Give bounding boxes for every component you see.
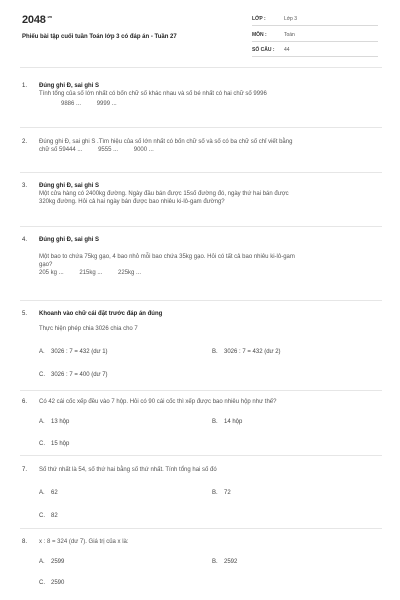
meta-count-row bbox=[252, 44, 378, 57]
question-2 bbox=[22, 138, 382, 160]
option-text: 62 bbox=[51, 490, 58, 496]
question-7 bbox=[22, 466, 382, 478]
meta-subject-value: Toán bbox=[284, 32, 295, 38]
meta-count-value: 44 bbox=[284, 47, 290, 53]
question-number: 1. bbox=[22, 83, 28, 89]
option-a[interactable] bbox=[39, 348, 108, 356]
question-text: x : 8 = 324 (dư 7). Giá trị của x là: bbox=[39, 539, 129, 545]
question-divider bbox=[20, 390, 382, 391]
header-divider bbox=[20, 67, 382, 68]
option-c[interactable] bbox=[39, 371, 108, 379]
option-letter: C. bbox=[39, 580, 45, 586]
option-text: 3026 : 7 = 432 (dư 2) bbox=[224, 349, 281, 355]
question-text: 320kg đường. Hỏi cả hai ngày bán được bao nhiêu ki-lô-gam đường? bbox=[39, 199, 225, 206]
option-text: 3026 : 7 = 400 (dư 7) bbox=[51, 372, 108, 378]
question-divider bbox=[20, 172, 382, 173]
question-5 bbox=[22, 310, 382, 380]
option-text: 3026 : 7 = 432 (dư 1) bbox=[51, 349, 108, 355]
meta-subject-key: MÔN : bbox=[252, 32, 267, 38]
option-a[interactable] bbox=[39, 418, 69, 426]
option-c[interactable] bbox=[39, 440, 69, 448]
option-c[interactable] bbox=[39, 512, 58, 520]
option-letter: A. bbox=[39, 490, 45, 496]
question-number: 7. bbox=[22, 467, 28, 473]
question-4 bbox=[22, 236, 382, 286]
question-text: gạo? bbox=[39, 262, 53, 269]
option-letter: C. bbox=[39, 372, 45, 378]
logo-suffix: .vn bbox=[46, 14, 52, 20]
option-c[interactable] bbox=[39, 579, 64, 587]
option-text: 82 bbox=[51, 513, 58, 519]
option-a[interactable] bbox=[39, 489, 58, 497]
option-text: 13 hộp bbox=[51, 419, 70, 425]
question-3 bbox=[22, 182, 382, 212]
meta-count-key: SỐ CÂU : bbox=[252, 47, 275, 53]
question-number: 2. bbox=[22, 139, 28, 145]
question-text: Tính tổng của số lớn nhất có bốn chữ số khác nhau và số bé nhất có hai chữ số 9996 bbox=[39, 91, 267, 98]
question-text: Có 42 cái cốc xếp đều vào 7 hộp. Hỏi có 90 cái cốc thì xếp được bao nhiêu hộp như thế? bbox=[39, 399, 277, 405]
question-text: Một cửa hàng có 2400kg đường. Ngày đầu bán được 15số đường đó, ngày thứ hai bán được bbox=[39, 191, 289, 198]
answer-choice[interactable]: 9555 ... bbox=[98, 147, 119, 154]
question-number: 5. bbox=[22, 311, 28, 317]
question-heading: Đúng ghi Đ, sai ghi S bbox=[39, 237, 99, 243]
question-text: Đúng ghi Đ, sai ghi S .Tìm hiệu của số lớn nhất có bốn chữ số và số có ba chữ số chỉ viết bằng bbox=[39, 139, 293, 145]
question-divider bbox=[20, 127, 382, 128]
option-text: 2590 bbox=[51, 580, 65, 586]
option-letter: A. bbox=[39, 349, 45, 355]
meta-subject-row bbox=[252, 29, 378, 42]
question-text-continued bbox=[39, 146, 382, 154]
option-letter: C. bbox=[39, 513, 45, 519]
answer-choices bbox=[39, 269, 382, 277]
question-1 bbox=[22, 82, 382, 112]
answer-choices bbox=[61, 100, 382, 108]
meta-class-row bbox=[252, 13, 378, 26]
answer-choice[interactable]: 9999 ... bbox=[96, 101, 117, 108]
question-divider bbox=[20, 226, 382, 227]
option-letter: B. bbox=[212, 349, 218, 355]
answer-choice[interactable]: 225kg ... bbox=[118, 270, 142, 277]
question-heading: Đúng ghi Đ, sai ghi S bbox=[39, 183, 99, 189]
option-letter: B. bbox=[212, 419, 218, 425]
meta-class-value: Lớp 3 bbox=[284, 16, 298, 22]
option-text: 15 hộp bbox=[51, 441, 70, 447]
option-text: 2599 bbox=[51, 559, 65, 565]
site-logo[interactable] bbox=[22, 13, 52, 28]
question-divider bbox=[20, 300, 382, 301]
option-b[interactable] bbox=[212, 489, 231, 497]
option-b[interactable] bbox=[212, 348, 281, 356]
question-divider bbox=[20, 455, 382, 456]
option-b[interactable] bbox=[212, 558, 237, 566]
option-b[interactable] bbox=[212, 418, 242, 426]
question-number: 3. bbox=[22, 183, 28, 189]
question-text: Một bao to chứa 75kg gạo, 4 bao nhỏ mỗi bao chứa 35kg gạo. Hỏi có tất cả bao nhiêu ki-lô-gam bbox=[39, 254, 295, 261]
answer-choice[interactable]: 215kg ... bbox=[79, 270, 103, 277]
answer-choice[interactable]: 9886 ... bbox=[61, 101, 82, 108]
option-letter: C. bbox=[39, 441, 45, 447]
question-number: 8. bbox=[22, 539, 28, 545]
question-heading: Đúng ghi Đ, sai ghi S bbox=[39, 83, 99, 89]
answer-choice[interactable]: 9000 ... bbox=[133, 147, 154, 154]
question-6 bbox=[22, 398, 382, 410]
question-number: 4. bbox=[22, 237, 28, 243]
question-heading: Khoanh vào chữ cái đặt trước đáp án đúng bbox=[39, 311, 163, 317]
option-letter: A. bbox=[39, 559, 45, 565]
answer-choice[interactable]: chữ số 59444 ... bbox=[39, 147, 83, 154]
question-divider bbox=[20, 528, 382, 529]
page-title: Phiếu bài tập cuối tuần Toán lớp 3 có đáp án - Tuần 27 bbox=[22, 34, 177, 40]
option-text: 72 bbox=[224, 490, 231, 496]
option-text: 2592 bbox=[224, 559, 238, 565]
question-8 bbox=[22, 538, 382, 550]
question-number: 6. bbox=[22, 399, 28, 405]
meta-class-key: LỚP : bbox=[252, 16, 266, 22]
question-text: Số thứ nhất là 54, số thứ hai bằng số thứ nhất. Tính tổng hai số đó bbox=[39, 467, 217, 473]
option-letter: B. bbox=[212, 559, 218, 565]
option-letter: B. bbox=[212, 490, 218, 496]
logo-text: 2048 bbox=[22, 14, 46, 26]
answer-choice[interactable]: 205 kg ... bbox=[39, 270, 64, 277]
question-text: Thực hiện phép chia 3026 chia cho 7 bbox=[39, 326, 138, 333]
option-a[interactable] bbox=[39, 558, 64, 566]
option-letter: A. bbox=[39, 419, 45, 425]
option-text: 14 hộp bbox=[224, 419, 243, 425]
